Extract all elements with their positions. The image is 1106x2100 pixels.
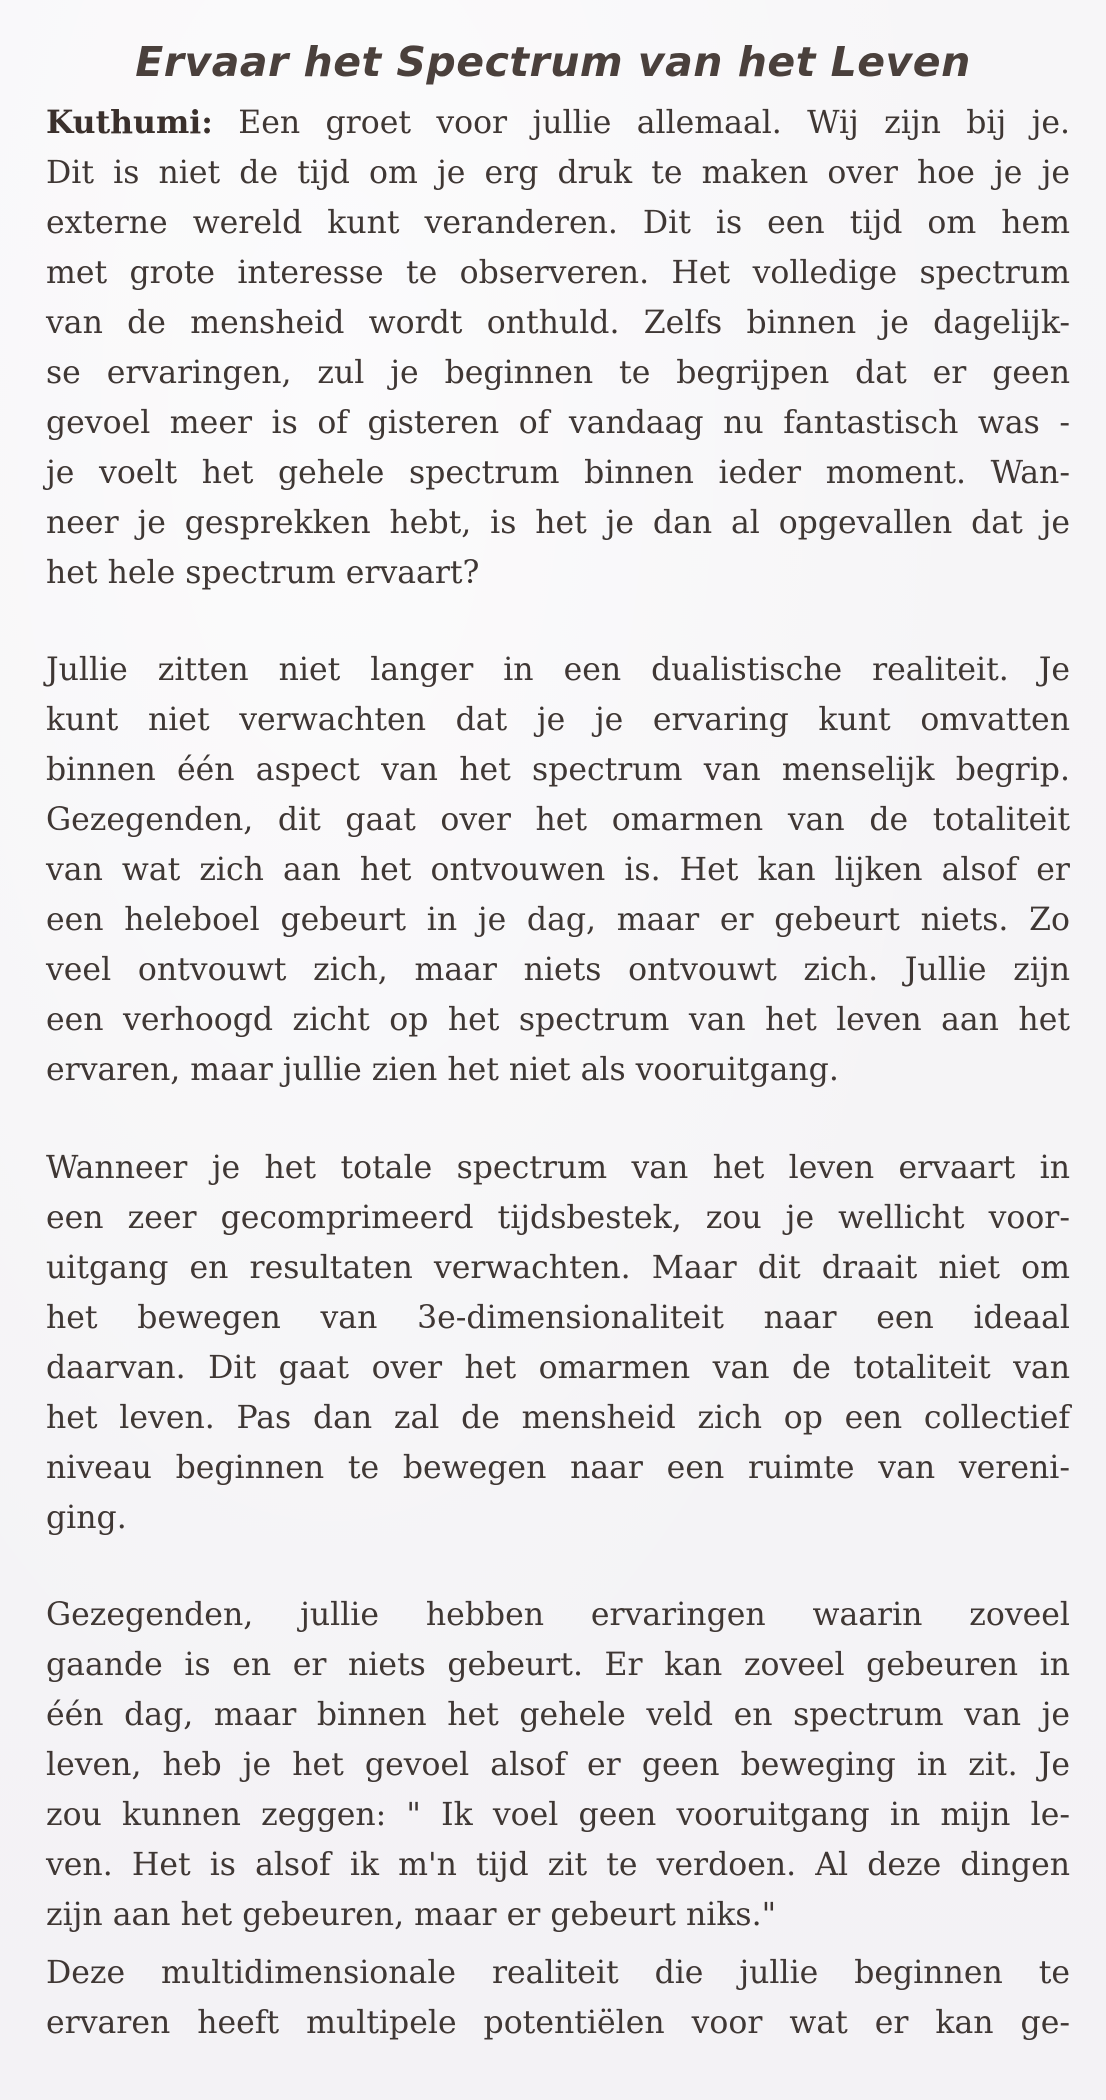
paragraph-line: daarvan. Dit gaat over het omarmen van de totaliteit van — [46, 1350, 1070, 1386]
paragraph-1 — [46, 98, 1070, 598]
paragraph-2 — [46, 645, 1070, 1095]
paragraph-line: het bewegen van 3e-dimensionaliteit naar een ideaal — [46, 1300, 1070, 1336]
paragraph-line: binnen één aspect van het spectrum van menselijk begrip. — [46, 752, 1070, 788]
paragraph-line: ven. Het is alsof ik m'n tijd zit te verdoen. Al deze dingen — [46, 1847, 1070, 1883]
paragraph-line: ging. — [46, 1500, 127, 1536]
paragraph-line: gaande is en er niets gebeurt. Er kan zoveel gebeuren in — [46, 1647, 1070, 1683]
paragraph-line: uitgang en resultaten verwachten. Maar dit draait niet om — [46, 1250, 1070, 1286]
paragraph-line: niveau beginnen te bewegen naar een ruimte van vereni- — [46, 1450, 1070, 1486]
paragraph-line: veel ontvouwt zich, maar niets ontvouwt zich. Jullie zijn — [46, 952, 1070, 988]
paragraph-line: Jullie zitten niet langer in een dualistische realiteit. Je — [46, 652, 1070, 688]
paragraph-line: een zeer gecomprimeerd tijdsbestek, zou je wellicht voor- — [46, 1200, 1070, 1236]
paragraph-line: externe wereld kunt veranderen. Dit is een tijd om hem — [46, 205, 1070, 241]
paragraph-line: Dit is niet de tijd om je erg druk te maken over hoe je je — [46, 155, 1070, 191]
paragraph-line: Gezegenden, jullie hebben ervaringen waarin zoveel — [46, 1597, 1070, 1633]
paragraph-line: met grote interesse te observeren. Het volledige spectrum — [46, 255, 1070, 291]
paragraph-line: gevoel meer is of gisteren of vandaag nu fantastisch was - — [46, 405, 1070, 441]
paragraph-line: zijn aan het gebeuren, maar er gebeurt niks." — [46, 1897, 777, 1933]
speaker-label: Kuthumi: — [46, 104, 213, 141]
paragraph-line: van de mensheid wordt onthuld. Zelfs binnen je dagelijk- — [46, 305, 1070, 341]
paragraph-line: se ervaringen, zul je beginnen te begrijpen dat er geen — [46, 355, 1070, 391]
paragraph-line: een verhoogd zicht op het spectrum van het leven aan het — [46, 1002, 1070, 1038]
paragraph-line: neer je gesprekken hebt, is het je dan al opgevallen dat je — [46, 505, 1070, 541]
paragraph-line: Deze multidimensionale realiteit die jullie beginnen te — [46, 1955, 1070, 1991]
paragraph-line: kunt niet verwachten dat je je ervaring kunt omvatten — [46, 702, 1070, 738]
paragraph-line: leven, heb je het gevoel alsof er geen beweging in zit. Je — [46, 1747, 1070, 1783]
paragraph-line: het hele spectrum ervaart? — [46, 555, 480, 591]
paragraph-line: een heleboel gebeurt in je dag, maar er gebeurt niets. Zo — [46, 902, 1070, 938]
paragraph-4 — [46, 1590, 1070, 1940]
paragraph-line: ervaren, maar jullie zien het niet als vooruitgang. — [46, 1052, 839, 1088]
paragraph-line: je voelt het gehele spectrum binnen ieder moment. Wan- — [46, 455, 1070, 491]
article-title: Ervaar het Spectrum van het Leven — [135, 38, 971, 86]
paragraph-line: Gezegenden, dit gaat over het omarmen van de totaliteit — [46, 802, 1070, 838]
paragraph-line: van wat zich aan het ontvouwen is. Het kan lijken alsof er — [46, 852, 1070, 888]
paragraph-line: één dag, maar binnen het gehele veld en spectrum van je — [46, 1697, 1070, 1733]
paragraph-line: ervaren heeft multipele potentiëlen voor wat er kan ge- — [46, 2005, 1070, 2041]
paragraph-line: zou kunnen zeggen: " Ik voel geen vooruitgang in mijn le- — [46, 1797, 1070, 1833]
paragraph-line — [46, 98, 1070, 148]
paragraph-5 — [46, 1948, 1070, 2048]
paragraph-3 — [46, 1143, 1070, 1543]
paragraph-line: het leven. Pas dan zal de mensheid zich op een collectief — [46, 1400, 1070, 1436]
paragraph-line-text: Een groet voor jullie allemaal. Wij zijn bij je. — [238, 105, 1071, 141]
paragraph-line: Wanneer je het totale spectrum van het leven ervaart in — [46, 1150, 1070, 1186]
